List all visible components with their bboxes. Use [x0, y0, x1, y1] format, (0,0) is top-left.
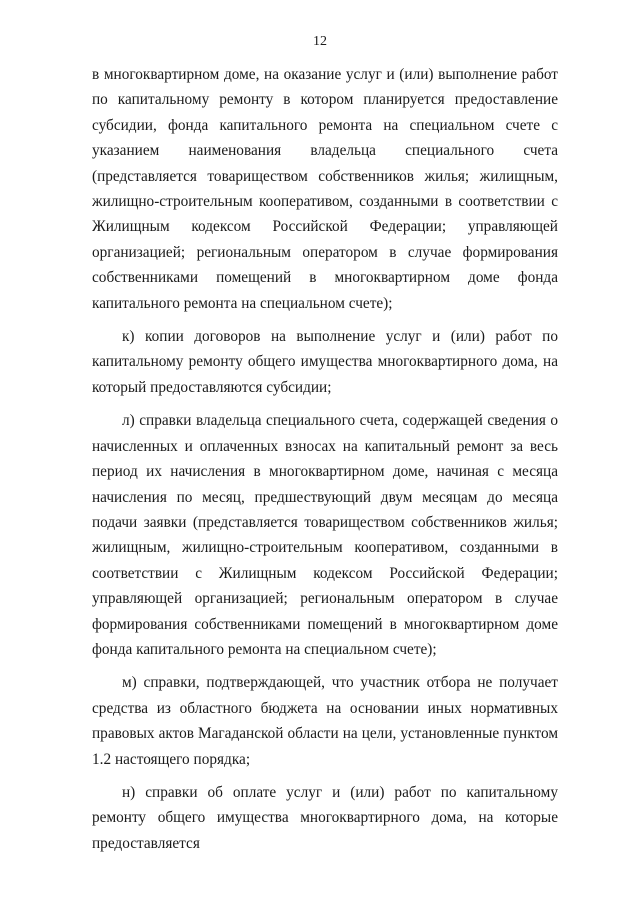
paragraph-n: н) справки об оплате услуг и (или) работ по капитальному ремонту общего имущества многоквартирного дома, на которые предоставляется: [92, 783, 558, 852]
paragraph-continuation: в многоквартирном доме, на оказание услуг и (или) выполнение работ по капитальному ремонту в котором планируется предоставление субсидии, фонда капитального ремонта на специальном счете с указанием наименования владельца специального счета (представляется товариществом собственников жилья; жилищным, жилищно-строительным кооперативом, созданными в соответствии с Жилищным кодексом Российской Федерации; управляющей организацией; региональным оператором в случае формирования собственниками помещений в многоквартирном доме фонда капитального ремонта на специальном счете);: [92, 66, 558, 312]
paragraph-l: л) справки владельца специального счета, содержащей сведения о начисленных и оплаченных взносах на капитальный ремонт за весь период их начисления в многоквартирном доме, начиная с месяца начисления по месяц, предшествующий двум месяцам до месяца подачи заявки (представляется товариществом собственников жилья; жилищным, жилищно-строительным кооперативом, созданными в соответствии с Жилищным кодексом Российской Федерации; управляющей организацией; региональным оператором в случае формирования собственниками помещений в многоквартирном доме фонда капитального ремонта на специальном счете);: [92, 412, 558, 658]
document-body: [92, 62, 558, 856]
paragraph-k: к) копии договоров на выполнение услуг и (или) работ по капитальному ремонту общего имущества многоквартирного дома, на который предоставляются субсидии;: [92, 328, 558, 396]
page-number: 12: [313, 34, 327, 49]
paragraph-m: м) справки, подтверждающей, что участник отбора не получает средства из областного бюджета на основании иных нормативных правовых актов Магаданской области на цели, установленные пунктом 1.2 настоящего порядка;: [92, 674, 558, 768]
